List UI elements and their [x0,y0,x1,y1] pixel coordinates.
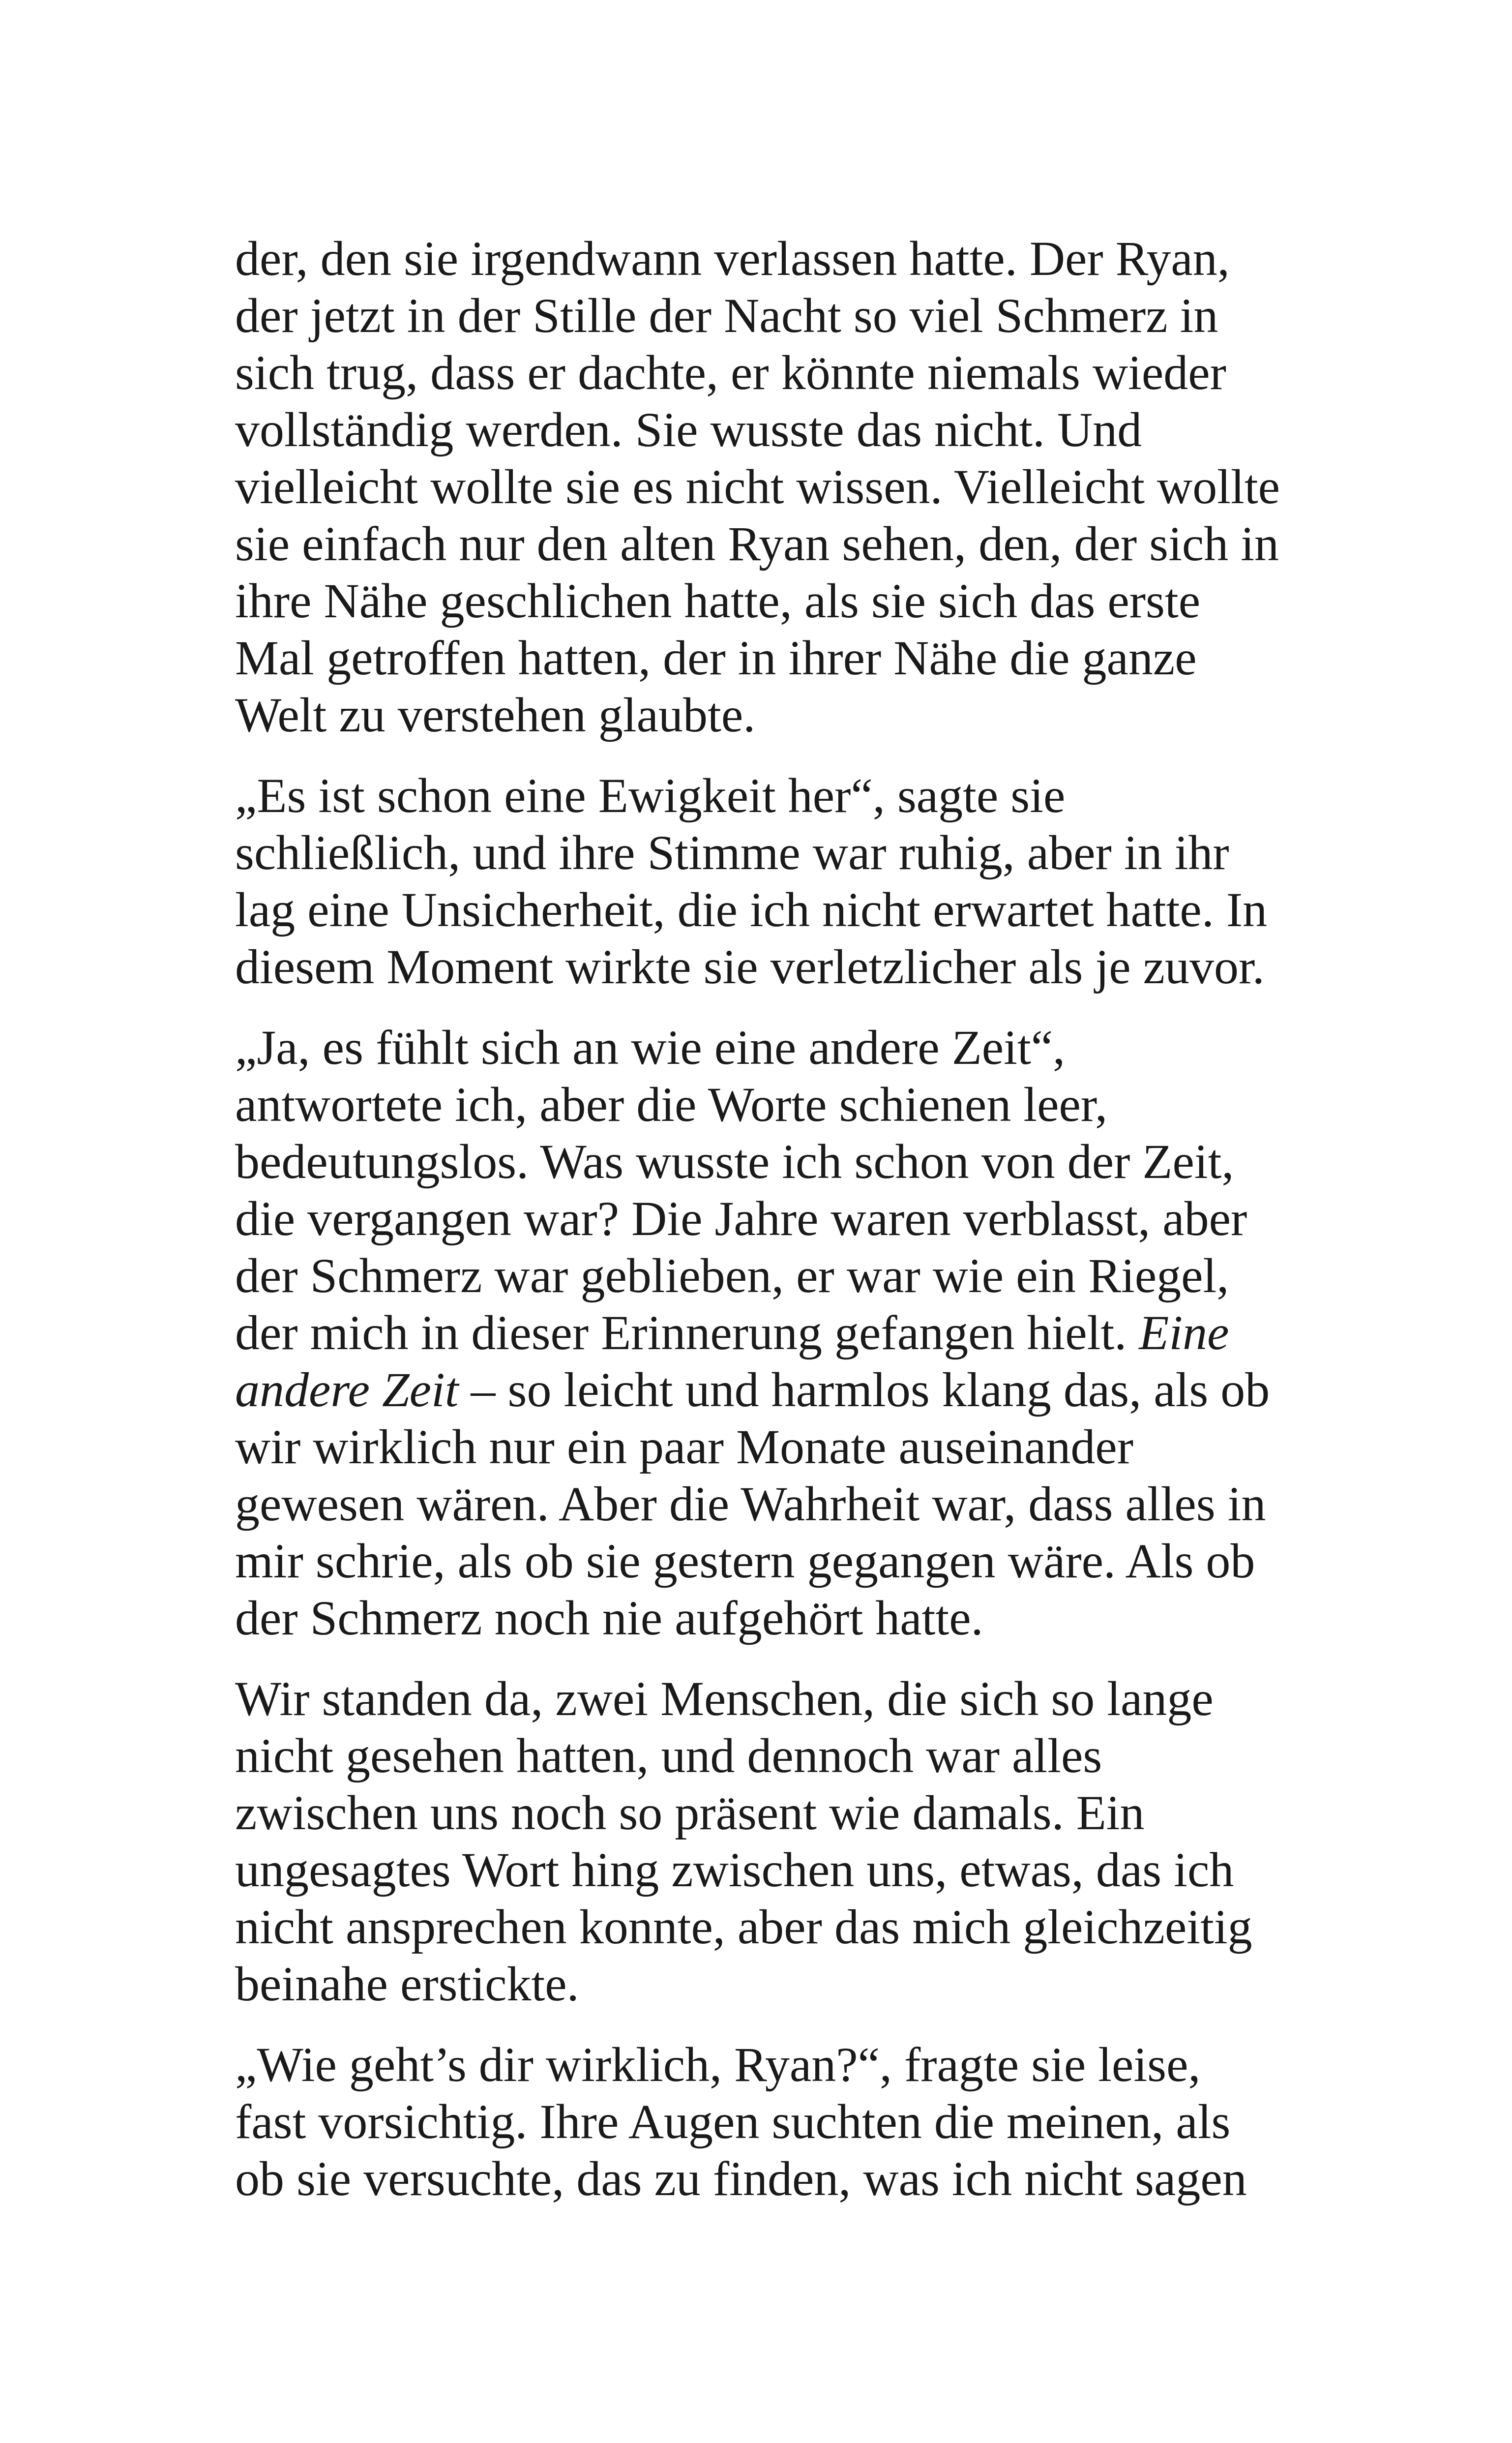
text-line: der jetzt in der Stille der Nacht so viel Schmerz in [235,288,1218,343]
text-line: lag eine Unsicherheit, die ich nicht erwartet hatte. In [235,882,1268,937]
text-line: die vergangen war? Die Jahre waren verblasst, aber [235,1191,1247,1246]
text-line [235,1304,1307,1361]
italic-text: Eine [1139,1305,1229,1360]
text-line: Mal getroffen hatten, der in ihrer Nähe die ganze [235,631,1197,685]
paragraph-2 [235,767,1307,995]
text-line: fast vorsichtig. Ihre Augen suchten die meinen, als [235,2094,1231,2149]
text-line: vielleicht wollte sie es nicht wissen. Vielleicht wollte [235,459,1280,514]
text-line: mir schrie, als ob sie gestern gegangen wäre. Als ob [235,1534,1255,1588]
text-line: Welt zu verstehen glaubte. [235,688,756,742]
text-line: wir wirklich nur ein paar Monate auseinander [235,1419,1134,1474]
text-line: ihre Nähe geschlichen hatte, als sie sich das erste [235,573,1201,628]
text-line: Wir standen da, zwei Menschen, die sich so lange [235,1671,1214,1726]
text-line: der Schmerz war geblieben, er war wie ein Riegel, [235,1248,1229,1303]
text-line [235,1361,1307,1418]
text-line: nicht ansprechen konnte, aber das mich gleichzeitig [235,1900,1252,1954]
text-run: der mich in dieser Erinnerung gefangen hielt. [235,1305,1139,1360]
text-line: „Wie geht’s dir wirklich, Ryan?“, fragte sie leise, [235,2037,1201,2092]
text-line: der, den sie irgendwann verlassen hatte. Der Ryan, [235,231,1230,286]
text-run: – so leicht und harmlos klang das, als ob [458,1362,1270,1417]
paragraph-4 [235,1670,1307,2013]
text-line: bedeutungslos. Was wusste ich schon von der Zeit, [235,1134,1234,1189]
paragraph-3 [235,1019,1307,1647]
text-line: der Schmerz noch nie aufgehört hatte. [235,1591,983,1645]
text-line: zwischen uns noch so präsent wie damals. Ein [235,1785,1145,1840]
paragraph-5 [235,2036,1307,2207]
paragraph-1 [235,230,1307,744]
text-line: nicht gesehen hatten, und dennoch war alles [235,1728,1102,1783]
text-line: beinahe erstickte. [235,1957,579,2011]
text-line: „Es ist schon eine Ewigkeit her“, sagte sie [235,768,1066,823]
text-line: ungesagtes Wort hing zwischen uns, etwas, das ich [235,1842,1234,1897]
body-text [235,230,1307,2207]
text-line: sich trug, dass er dachte, er könnte niemals wieder [235,345,1226,400]
text-line: „Ja, es fühlt sich an wie eine andere Zeit“, [235,1020,1066,1075]
text-line: sie einfach nur den alten Ryan sehen, den, der sich in [235,516,1279,571]
text-line: gewesen wären. Aber die Wahrheit war, dass alles in [235,1477,1266,1531]
italic-text: andere Zeit [235,1362,459,1417]
text-line: vollständig werden. Sie wusste das nicht. Und [235,402,1142,457]
text-line: antwortete ich, aber die Worte schienen leer, [235,1077,1108,1132]
text-line: schließlich, und ihre Stimme war ruhig, aber in ihr [235,825,1229,880]
text-line: ob sie versuchte, das zu finden, was ich nicht sagen [235,2151,1247,2206]
text-line: diesem Moment wirkte sie verletzlicher als je zuvor. [235,939,1265,994]
